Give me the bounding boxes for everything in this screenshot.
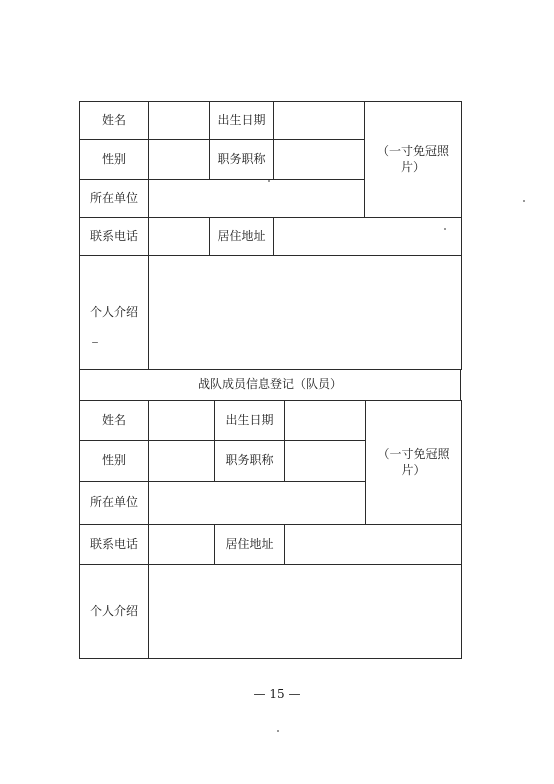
intro-field[interactable] (149, 256, 462, 370)
work-unit-field[interactable] (149, 482, 366, 525)
photo-box (365, 102, 462, 218)
name-field[interactable] (149, 102, 210, 140)
photo-caption-line2: 片） (401, 462, 426, 477)
photo-caption-line1: （一寸免冠照 (376, 143, 449, 158)
gender-label: 性别 (80, 140, 149, 180)
job-title-label: 职务职称 (210, 140, 274, 180)
work-unit-label: 所在单位 (80, 180, 149, 218)
section-caption: 战队成员信息登记（队员） (79, 369, 461, 400)
phone-label: 联系电话 (80, 525, 149, 565)
birth-date-label: 出生日期 (210, 102, 274, 140)
phone-label: 联系电话 (80, 218, 149, 256)
intro-label: 个人介绍 (80, 256, 149, 370)
scan-speck (92, 342, 98, 343)
registration-form-leader (79, 101, 462, 370)
photo-caption-line1: （一寸免冠照 (377, 446, 450, 461)
phone-field[interactable] (149, 218, 210, 256)
birth-date-field[interactable] (285, 401, 366, 441)
job-title-field[interactable] (285, 441, 366, 482)
job-title-label: 职务职称 (215, 441, 285, 482)
scan-speck (523, 200, 525, 202)
name-label: 姓名 (80, 102, 149, 140)
job-title-field[interactable] (274, 140, 365, 180)
photo-box (366, 401, 462, 525)
scan-speck (277, 730, 279, 732)
address-field[interactable] (285, 525, 462, 565)
page-number: — 15 — (253, 687, 301, 701)
work-unit-field[interactable] (149, 180, 365, 218)
gender-field[interactable] (149, 441, 215, 482)
birth-date-label: 出生日期 (215, 401, 285, 441)
gender-field[interactable] (149, 140, 210, 180)
registration-form-member (79, 400, 462, 659)
scan-speck (268, 180, 270, 182)
intro-label: 个人介绍 (80, 565, 149, 659)
birth-date-field[interactable] (274, 102, 365, 140)
address-field[interactable] (274, 218, 462, 256)
work-unit-label: 所在单位 (80, 482, 149, 525)
phone-field[interactable] (149, 525, 215, 565)
intro-field[interactable] (149, 565, 462, 659)
photo-caption-line2: 片） (400, 159, 425, 174)
address-label: 居住地址 (210, 218, 274, 256)
scan-speck (444, 228, 446, 230)
address-label: 居住地址 (215, 525, 285, 565)
gender-label: 性别 (80, 441, 149, 482)
name-label: 姓名 (80, 401, 149, 441)
name-field[interactable] (149, 401, 215, 441)
